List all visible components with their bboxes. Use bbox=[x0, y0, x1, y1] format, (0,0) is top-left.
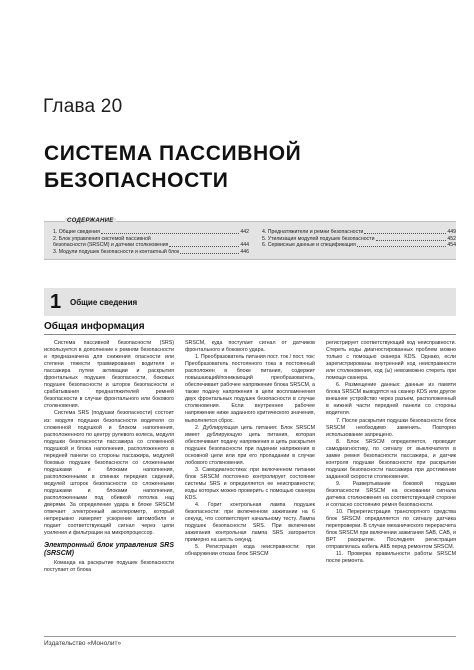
subheading-divider bbox=[44, 334, 456, 335]
text-column-3 bbox=[326, 340, 456, 566]
paragraph: Система пассивной безопасности (SRS) используется в дополнение к ремням безопасности и предназначена для снижения опасности или степени тяжести травмирования водителя и пассажира путем активации и раскрытия фронтальных подушек безопасности, боковых подушек безопасности и шторок безопасности и срабатывания преднатяжителей ремней безопасности в случае фронтального или бокового столкновения. bbox=[44, 340, 174, 410]
toc-entry-page: 442 bbox=[240, 229, 249, 235]
paragraph: 8. Блок SRSCM определяется, проводит самодиагностику, по сигналу от выключателя в замке ремня безопасности пассажира, и датчик контроля подушки безопасности при раскрытии подушки безопасности пассажира при достижении заданной скорости столкновения. bbox=[326, 438, 456, 480]
toc-leader bbox=[169, 242, 239, 247]
toc-entry-text: 5. Утилизация модулей подушек безопасности bbox=[262, 235, 375, 242]
toc-entry-page: 446 bbox=[240, 248, 249, 255]
toc-entry-text: безопасности (SRSCM) и датчики столкновения bbox=[53, 242, 169, 249]
chapter-label: Глава 20 bbox=[43, 96, 123, 117]
toc-leader bbox=[101, 229, 240, 234]
paragraph: 9. Развертывание боковой подушки безопасности SRSCM на основании сигнала датчика столкновения на соответствующей стороне и согласно состоянию ремня безопасности. bbox=[326, 480, 456, 509]
paragraph: регистрирует соответствующий код неисправности. Стереть коды диагностированных проблем можно только с помощью сканера KDS. Однако, если зарегистрированы внутренний код неисправности или столкновения, код (ы) невозможно стереть при помощи сканера. bbox=[326, 340, 456, 382]
paragraph: 4. Горит контрольная лампа подушек безопасности: при включенном зажигании на 6 секунд, что соответствует начальному тесту. Лампа подушек безопасности SRS. При включении зажигания контрольная лампа SRS загорается примерно на шесть секунд. bbox=[185, 502, 315, 544]
toc-left-column bbox=[53, 229, 249, 255]
toc-leader bbox=[364, 229, 446, 234]
footer-divider bbox=[44, 636, 456, 637]
toc-entry[interactable] bbox=[262, 236, 456, 243]
toc-leader bbox=[376, 236, 447, 241]
paragraph: Система SRS (подушки безопасности) состоит из: модуля подушки безопасности водителя со сложенной подушкой и блоком наполнения, расположенного по центру рулевого колеса, модуля подушки безопасности пассажира со сложенной подушкой и блока наполнения, расположенного в передней панели со стороны пассажира, модулей боковых подушек безопасности со сложенными подушками и блоками наполнения, расположенными в спинках передних сидений, модулей шторок безопасности со сложенными подушками и блоками наполнения, расположенными под обивкой потолка над дверями. За определение удара в блоке SRSCM отвечает электронный акселерометр, который непрерывно измеряет ускорение автомобиля и подает соответствующий сигнал через цепи усиления и фильтрации на микропроцессор. bbox=[44, 410, 174, 537]
paragraph: 11. Проверка правильности работы SRSCM после ремонта. bbox=[326, 551, 456, 565]
section-number: 1 bbox=[50, 291, 62, 313]
subheading: Общая информация bbox=[44, 321, 145, 332]
toc-entry[interactable] bbox=[53, 249, 249, 256]
chapter-title-line1: СИСТЕМА ПАССИВНОЙ bbox=[44, 142, 302, 165]
chapter-title-line2: БЕЗОПАСНОСТИ bbox=[44, 169, 229, 192]
subheading-srscm: Электронный блок управления SRS (SRSCM) bbox=[44, 542, 174, 558]
toc-leader bbox=[357, 242, 447, 247]
toc-entry-text: 3. Модули подушек безопасности и контактный блок bbox=[53, 248, 180, 255]
toc-entry[interactable] bbox=[53, 236, 249, 243]
toc-entry-text: 1. Общие сведения bbox=[53, 229, 100, 235]
text-column-2 bbox=[185, 340, 315, 558]
toc-entry-page: 449 bbox=[447, 229, 456, 235]
paragraph: 1. Преобразователь питания пост. ток / пост. ток: Преобразователь постоянного тока в постоянный расположен в блоке питания, содержит повышающий/понижающий преобразователь, обеспечивает рабочее напряжение блока SRSCM, а также подачу напряжения в цепи воспламенения двух фронтальных подушек безопасности в случае столкновения. Если внутреннее рабочее напряжение ниже заданного критического значения, выполняется сброс. bbox=[185, 354, 315, 424]
toc-heading: СОДЕРЖАНИЕ bbox=[67, 218, 114, 224]
toc-entry[interactable] bbox=[53, 242, 249, 249]
paragraph: SRSCM, куда поступает сигнал от датчиков фронтального и бокового удара. bbox=[185, 340, 315, 354]
paragraph: 10. Перерегистрация транспортного средства блок SRSCM определяется по сигналу датчика перепроверки. В случае механического перерасчета блок SRSCM при включении зажигания SAB, CAB, и BPT раскрытие. Последняя регистрация отправлялась кабель АКБ перед ремонтом SRSCM. bbox=[326, 509, 456, 551]
toc-leader bbox=[180, 249, 239, 254]
paragraph: 2. Дублирующая цепь питания: Блок SRSCM имеет дублирующую цепь питания, которая обеспечивает подачу напряжения в цепь раскрытия подушек безопасности при падении напряжения в основной цепи или при его пропадании в случае лобового столкновения. bbox=[185, 424, 315, 466]
toc-right-column bbox=[262, 229, 456, 249]
publisher-footer: Издательство «Монолит» bbox=[44, 640, 122, 647]
toc-entry[interactable] bbox=[262, 229, 456, 236]
chapter-title bbox=[44, 140, 301, 194]
text-column-1 bbox=[44, 340, 174, 574]
toc-entry-page: 454 bbox=[447, 242, 456, 249]
section-title: Общие сведения bbox=[70, 298, 138, 307]
toc-entry-page: 452 bbox=[447, 235, 456, 242]
toc-entry[interactable] bbox=[53, 229, 249, 236]
toc-entry-text: 2. Блок управления системой пассивной bbox=[53, 235, 151, 242]
toc-entry-text: 6. Сервисные данные и спецификация bbox=[262, 242, 356, 249]
paragraph: 3. Самодиагностика: при включенном питании блок SRSCM постоянно контролирует состояние системы SRS и определяется ее неисправности; коды которых можно проверить с помощью сканера KDS. bbox=[185, 466, 315, 502]
paragraph: 5. Регистрация кода неисправности: при обнаружении отказа блок SRSCM bbox=[185, 544, 315, 558]
paragraph: 7. После раскрытия подушки безопасности блок SRSCM необходимо заменить. Повторно использование запрещено. bbox=[326, 417, 456, 438]
toc-entry-text: 4. Преднатяжители и ремни безопасности bbox=[262, 229, 364, 235]
paragraph: Команда на раскрытие подушек безопасности поступает от блока bbox=[44, 560, 174, 574]
toc-entry[interactable] bbox=[262, 242, 456, 249]
paragraph: 6. Размещение данных: данные из памяти блока SRSCM выводятся на сканер KDS или другое внешнее устройство через разъем, расположенный в нижней части передней панели со стороны водителя. bbox=[326, 382, 456, 417]
toc-entry-page: 444 bbox=[240, 242, 249, 249]
